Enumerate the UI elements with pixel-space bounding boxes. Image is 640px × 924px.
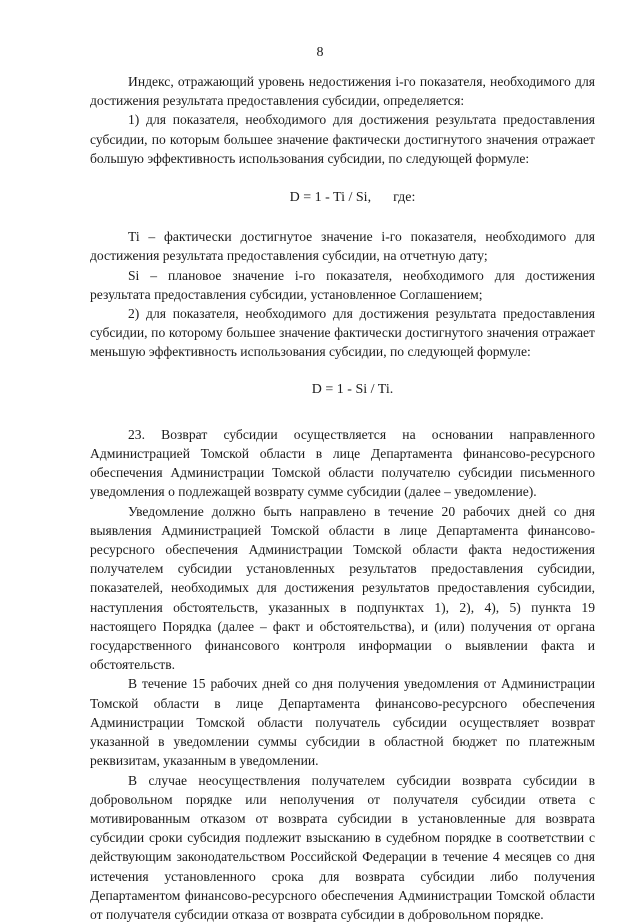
paragraph-ti-definition: Ti – фактически достигнутое значение i-го показателя, необходимого для достижения результата предоставления субсидии, на отчетную дату; xyxy=(90,227,595,265)
paragraph-court-recovery: В случае неосуществления получателем субсидии возврата субсидии в добровольном порядке или неполучения от получателя субсидии ответа с мотивированным отказом от возврата субсидии в установленные для возврата субсидии сроки субсидия подлежит взысканию в судебном порядке в соответствии с действующим законодательством Российской Федерации в течение 4 месяцев со дня истечения установленного срока для возврата субсидии либо получения Департаментом финансово-ресурсного обеспечения Администрации Томской области от получателя субсидии отказа от возврата субсидии в добровольном порядке. xyxy=(90,771,595,924)
paragraph-index-definition: Индекс, отражающий уровень недостижения i-го показателя, необходимого для достижения результата предоставления субсидии, определяется: xyxy=(90,72,595,110)
paragraph-notification-deadline: Уведомление должно быть направлено в течение 20 рабочих дней со дня выявления Администрацией Томской области в лице Департамента финансово-ресурсного обеспечения Администрации Томской области факта недостижения получателем субсидии установленных результатов предоставления субсидии, показателей, необходимых для достижения результатов предоставления субсидии, наступления обстоятельств, указанных в подпунктах 1), 2), 4), 5) пункта 19 настоящего Порядка (далее – факт и обстоятельства), и (или) получения от органа государственного финансового контроля информации о выявлении факта и обстоятельств. xyxy=(90,502,595,675)
formula-2: D = 1 - Si / Ti. xyxy=(90,380,595,399)
paragraph-case-2: 2) для показателя, необходимого для достижения результата предоставления субсидии, по которому большее значение фактически достигнутого значения отражает меньшую эффективность использования субсидии, по следующей формуле: xyxy=(90,304,595,362)
page-number: 8 xyxy=(0,44,640,62)
paragraph-case-1: 1) для показателя, необходимого для достижения результата предоставления субсидии, по которым большее значение фактически достигнутого значения отражает большую эффективность использования субсидии, по следующей формуле: xyxy=(90,110,595,168)
document-body xyxy=(90,72,595,924)
formula-1 xyxy=(90,188,595,207)
formula-1-where: где: xyxy=(371,190,415,205)
paragraph-return-period: В течение 15 рабочих дней со дня получения уведомления от Администрации Томской области в лице Департамента финансово-ресурсного обеспечения Администрации Томской области получатель субсидии осуществляет возврат указанной в уведомлении суммы субсидии в областной бюджет по платежным реквизитам, указанным в уведомлении. xyxy=(90,674,595,770)
paragraph-23-return: 23. Возврат субсидии осуществляется на основании направленного Администрацией Томской области в лице Департамента финансово-ресурсного обеспечения Администрации Томской области получателю субсидии письменного уведомления о подлежащей возврату сумме субсидии (далее – уведомление). xyxy=(90,425,595,502)
paragraph-si-definition: Si – плановое значение i-го показателя, необходимого для достижения результата предоставления субсидии, установленное Соглашением; xyxy=(90,266,595,304)
formula-1-expression: D = 1 - Ti / Si, xyxy=(290,190,371,205)
